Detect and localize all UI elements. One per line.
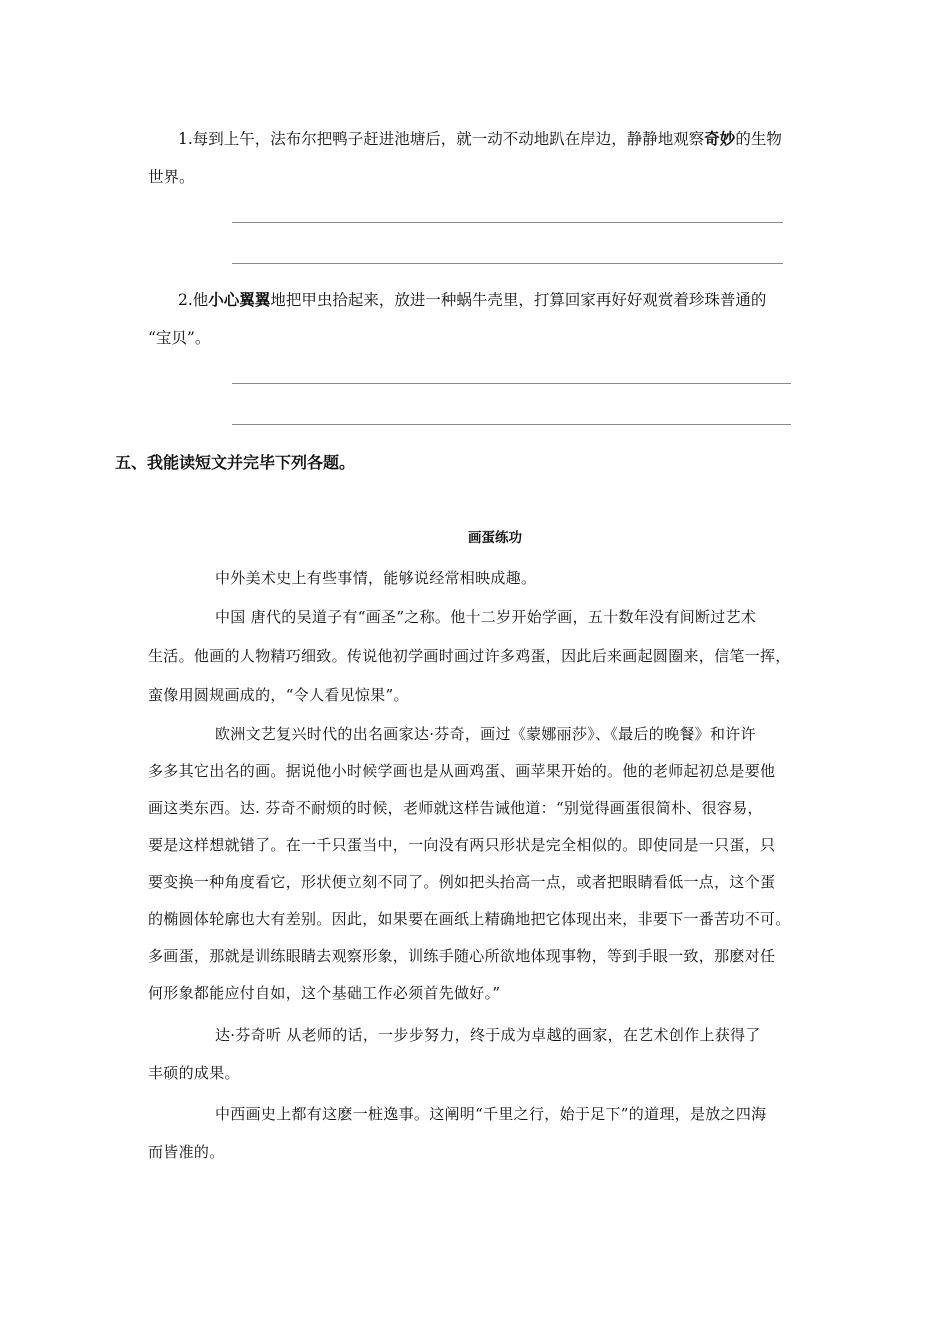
- question-2-text-pre: 2.他: [178, 291, 209, 309]
- question-2-text-post: 地把甲虫拾起来，放进一种蜗牛壳里，打算回家再好好观赏着珍珠普通的: [270, 291, 767, 309]
- question-1-text-post: 的生物: [735, 130, 782, 148]
- question-2-answer-line-2[interactable]: [232, 424, 791, 425]
- article-line: 而皆准的。: [148, 1143, 225, 1161]
- article-line: 生活。他画的人物精巧细致。传说他初学画时画过许多鸡蛋，因此后来画起圆圈来，信笔一挥，: [148, 647, 791, 665]
- question-2-line-1: [178, 288, 766, 310]
- article-title: 画蛋练功: [468, 530, 522, 546]
- article-line: 中国 唐代的吴道子有“画圣”之称。他十二岁开始学画，五十数年没有间断过艺术: [215, 608, 757, 626]
- article-line: 要变换一种角度看它，形状便立刻不同了。例如把头抬高一点，或者把眼睛看低一点，这个蛋: [148, 873, 776, 891]
- question-1-keyword: 奇妙: [704, 130, 736, 148]
- question-2-answer-line-1[interactable]: [232, 383, 791, 384]
- article-line: 的椭圆体轮廓也大有差别。因此，如果要在画纸上精确地把它体现出来，非要下一番苦功不可。: [148, 910, 791, 928]
- question-2-keyword: 小心翼翼: [208, 291, 271, 309]
- question-1-line-2: 世界。: [148, 168, 195, 186]
- question-2-line-2: “宝贝”。: [148, 329, 211, 347]
- article-line: 中西画史上都有这麽一桩逸事。这阐明“千里之行，始于足下”的道理，是放之四海: [215, 1105, 767, 1123]
- section-heading: 五、我能读短文并完毕下列各题。: [115, 453, 356, 472]
- article-line: 何形象都能应付自如，这个基础工作必须首先做好。”: [148, 984, 501, 1002]
- article-line: 丰硕的成果。: [148, 1064, 240, 1082]
- article-line: 多画蛋，那就是训练眼睛去观察形象，训练手随心所欲地体现事物，等到手眼一致，那麽对任: [148, 947, 776, 965]
- question-1-answer-line-2[interactable]: [232, 263, 783, 264]
- question-1-text-pre: 1.每到上午，法布尔把鸭子赶进池塘后，就一动不动地趴在岸边，静静地观察: [178, 130, 705, 148]
- question-1-answer-line-1[interactable]: [232, 222, 783, 223]
- article-line: 中外美术史上有些事情，能够说经常相映成趣。: [215, 569, 537, 587]
- article-line: 蛮像用圆规画成的，“令人看见惊果”。: [148, 686, 409, 704]
- article-line: 达·芬奇听 从老师的话，一步步努力，终于成为卓越的画家，在艺术创作上获得了: [215, 1026, 761, 1044]
- question-1-line-1: [178, 127, 782, 149]
- article-line: 要是这样想就错了。在一千只蛋当中，一向没有两只形状是完全相似的。即使同是一只蛋，只: [148, 836, 776, 854]
- article-line: 欧洲文艺复兴时代的出名画家达·芬奇，画过《蒙娜丽莎》、《最后的晚餐》和许许: [215, 725, 756, 743]
- article-line: 多多其它出名的画。据说他小时候学画也是从画鸡蛋、画苹果开始的。他的老师起初总是要他: [148, 762, 776, 780]
- article-line: 画这类东西。达. 芬奇不耐烦的时候，老师就这样告诫他道：“别觉得画蛋很简朴、很容易，: [148, 799, 763, 817]
